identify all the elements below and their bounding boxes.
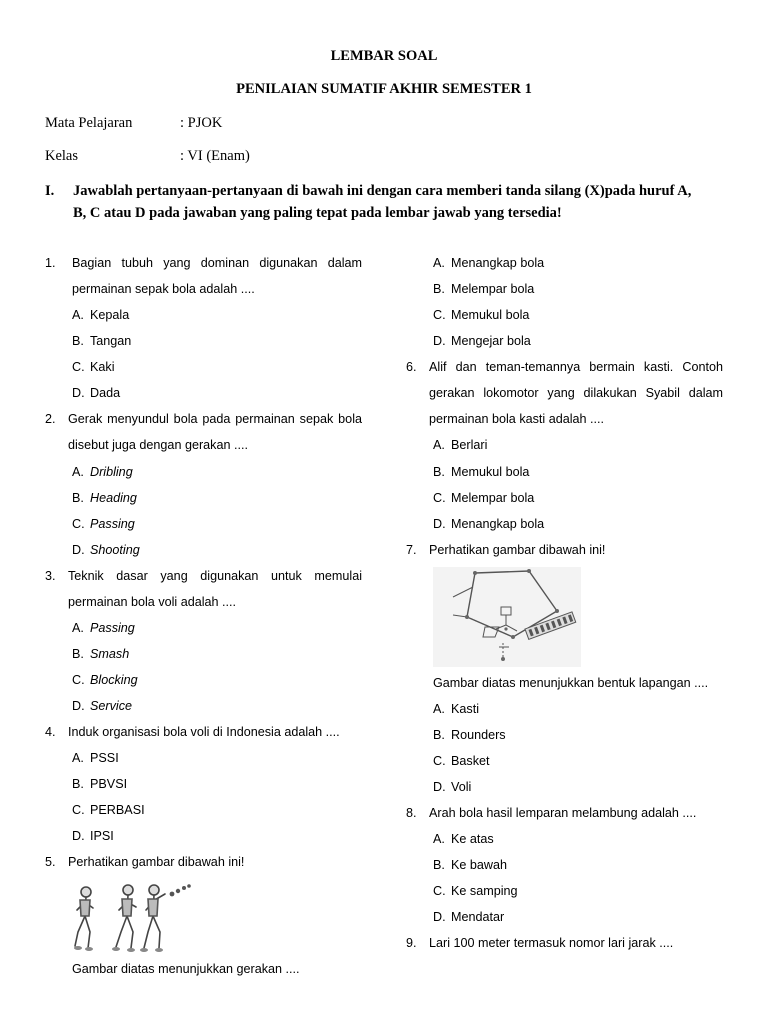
- class-value: : VI (Enam): [180, 148, 250, 164]
- question-4-option-a: A. PSSI: [72, 751, 119, 765]
- question-5-line-1: Perhatikan gambar dibawah ini!: [68, 855, 245, 869]
- question-2-option-b: B. Heading: [72, 491, 137, 505]
- question-1-option-d: D. Dada: [72, 386, 121, 400]
- question-2-line-1: Gerak menyundul bola pada permainan sepak bola: [68, 412, 362, 426]
- question-3-option-b: B. Smash: [72, 647, 130, 661]
- question-6-line-2: gerakan lokomotor yang dilakukan Syabil dalam: [429, 386, 723, 400]
- question-6-option-c: C. Melempar bola: [433, 491, 535, 505]
- question-5-option-a: A. Menangkap bola: [433, 256, 545, 270]
- question-5-option-d: D. Mengejar bola: [433, 334, 531, 348]
- question-8-option-b: B. Ke bawah: [433, 858, 508, 872]
- question-7-option-a: A. Kasti: [433, 702, 479, 716]
- runners-throwing-ball-icon: [70, 882, 196, 954]
- question-8-number: 8.: [406, 806, 417, 820]
- rounders-field-diagram-icon: [433, 567, 581, 667]
- question-6-line-3: permainan bola kasti adalah ....: [429, 412, 605, 426]
- question-9-number: 9.: [406, 936, 417, 950]
- subject-value: : PJOK: [180, 115, 223, 131]
- question-6-option-b: B. Memukul bola: [433, 465, 530, 479]
- question-7-option-d: D. Voli: [433, 780, 472, 794]
- class-label: Kelas: [45, 148, 79, 164]
- question-1-option-b: B. Tangan: [72, 334, 132, 348]
- question-7-option-c: C. Basket: [433, 754, 490, 768]
- instruction-line-1: Jawablah pertanyaan-pertanyaan di bawah ini dengan cara memberi tanda silang (X)pada huruf A,: [73, 183, 692, 199]
- question-5-caption: Gambar diatas menunjukkan gerakan ....: [72, 962, 300, 976]
- question-3-number: 3.: [45, 569, 56, 583]
- question-2-line-2: disebut juga dengan gerakan ....: [68, 438, 248, 452]
- question-6-line-1: Alif dan teman-temannya bermain kasti. Contoh: [429, 360, 723, 374]
- question-3-line-1: Teknik dasar yang digunakan untuk memulai: [68, 569, 362, 583]
- instruction-line-2: B, C atau D pada jawaban yang paling tepat pada lembar jawab yang tersedia!: [73, 205, 562, 221]
- page-title: LEMBAR SOAL: [330, 48, 438, 64]
- instruction-number: I.: [45, 183, 55, 199]
- question-1-line-2: permainan sepak bola adalah ....: [72, 282, 255, 296]
- question-5-option-c: C. Memukul bola: [433, 308, 530, 322]
- question-6-option-d: D. Menangkap bola: [433, 517, 545, 531]
- question-2-option-a: A. Dribling: [72, 465, 133, 479]
- question-4-option-b: B. PBVSI: [72, 777, 128, 791]
- question-8-option-d: D. Mendatar: [433, 910, 505, 924]
- question-9-line-1: Lari 100 meter termasuk nomor lari jarak ....: [429, 936, 674, 950]
- question-8-option-c: C. Ke samping: [433, 884, 518, 898]
- question-7-option-b: B. Rounders: [433, 728, 506, 742]
- question-8-line-1: Arah bola hasil lemparan melambung adalah ....: [429, 806, 697, 820]
- question-3-option-c: C. Blocking: [72, 673, 138, 687]
- question-3-option-d: D. Service: [72, 699, 132, 713]
- question-4-option-d: D. IPSI: [72, 829, 114, 843]
- question-4-number: 4.: [45, 725, 56, 739]
- question-2-option-d: D. Shooting: [72, 543, 140, 557]
- question-3-option-a: A. Passing: [72, 621, 135, 635]
- question-4-line-1: Induk organisasi bola voli di Indonesia adalah ....: [68, 725, 340, 739]
- question-1-option-a: A. Kepala: [72, 308, 130, 322]
- question-1-line-1: Bagian tubuh yang dominan digunakan dalam: [72, 256, 362, 270]
- question-2-number: 2.: [45, 412, 56, 426]
- question-1-option-c: C. Kaki: [72, 360, 115, 374]
- question-8-option-a: A. Ke atas: [433, 832, 494, 846]
- question-7-number: 7.: [406, 543, 417, 557]
- question-3-line-2: permainan bola voli adalah ....: [68, 595, 237, 609]
- question-1-number: 1.: [45, 256, 56, 270]
- question-5-number: 5.: [45, 855, 56, 869]
- page-subtitle: PENILAIAN SUMATIF AKHIR SEMESTER 1: [236, 81, 532, 97]
- question-6-number: 6.: [406, 360, 417, 374]
- question-4-option-c: C. PERBASI: [72, 803, 145, 817]
- question-7-line-1: Perhatikan gambar dibawah ini!: [429, 543, 606, 557]
- question-2-option-c: C. Passing: [72, 517, 135, 531]
- question-7-caption: Gambar diatas menunjukkan bentuk lapangan ....: [433, 676, 709, 690]
- question-6-option-a: A. Berlari: [433, 438, 488, 452]
- question-5-option-b: B. Melempar bola: [433, 282, 535, 296]
- subject-label: Mata Pelajaran: [45, 115, 133, 131]
